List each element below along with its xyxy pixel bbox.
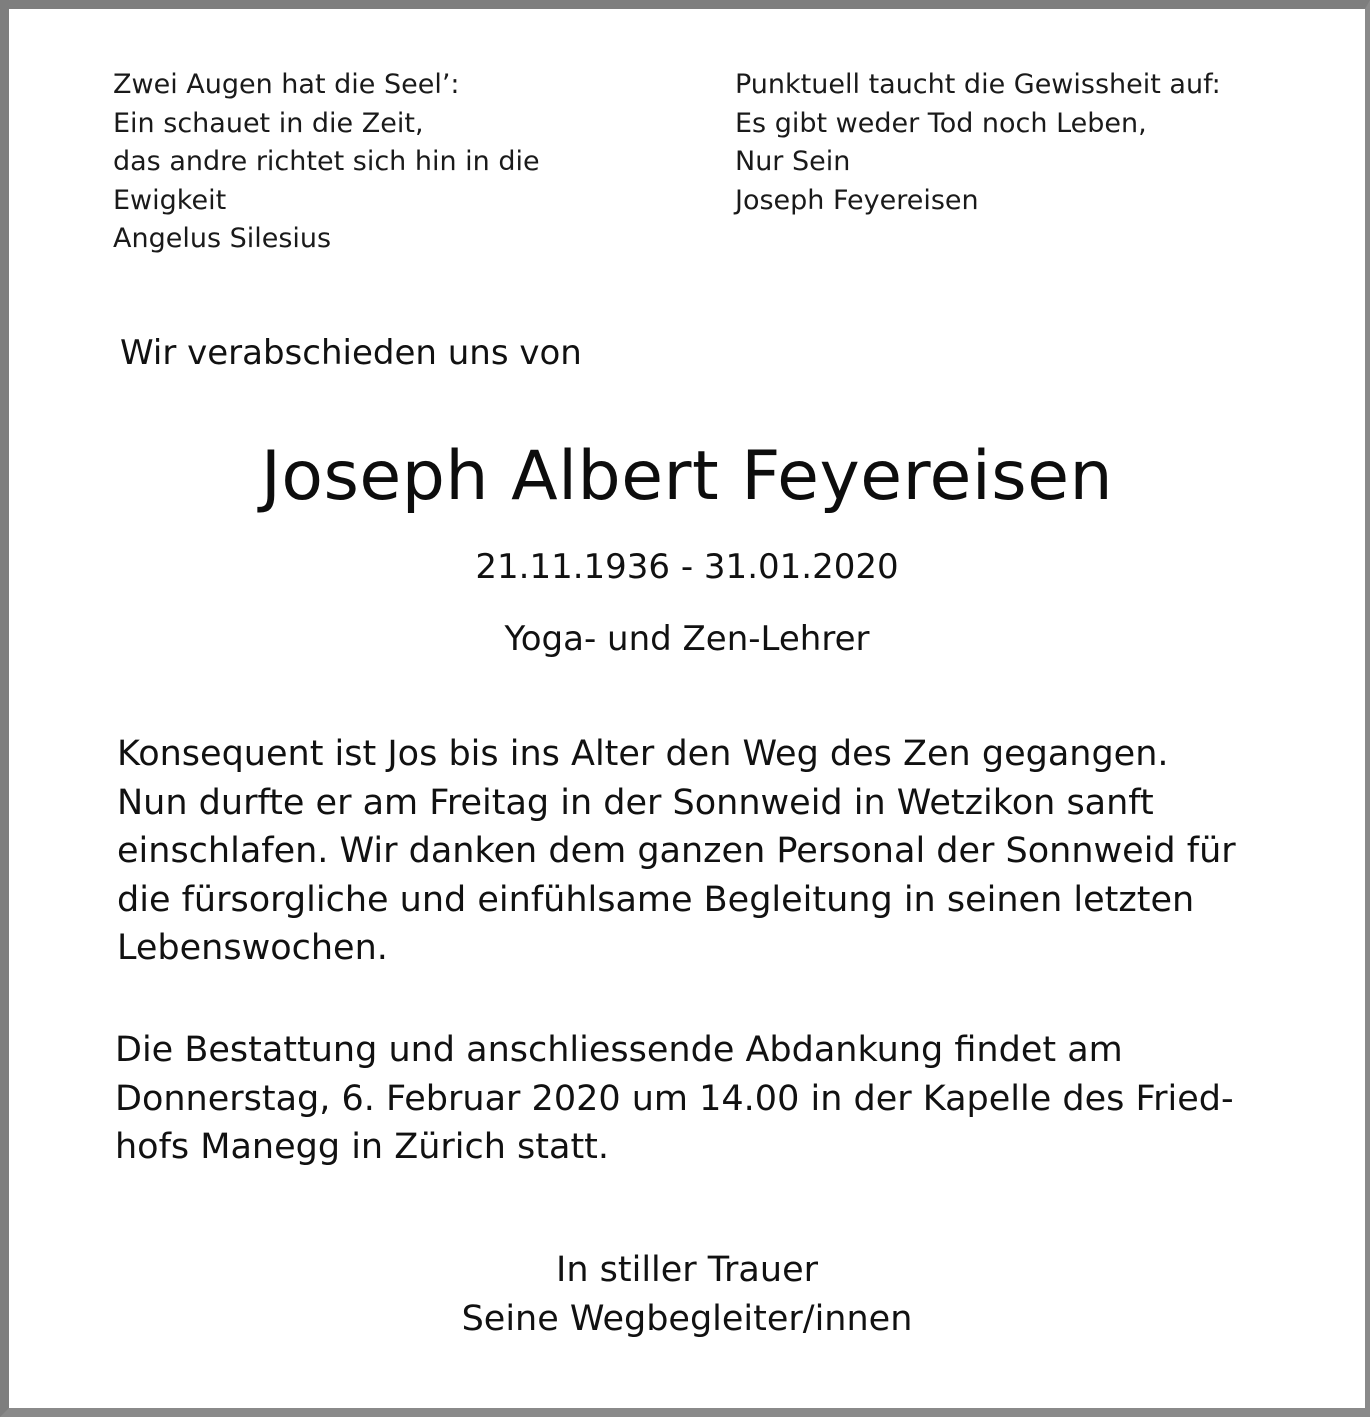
deceased-name: Joseph Albert Feyereisen	[260, 437, 1114, 516]
tribute-paragraph	[117, 730, 1236, 973]
profession: Yoga- und Zen-Lehrer	[504, 619, 870, 659]
funeral-info-paragraph	[115, 1026, 1234, 1172]
paragraph-line: Nun durfte er am Freitag in der Sonnweid in Wetzikon sanft	[117, 782, 1154, 823]
paragraph-line: Donnerstag, 6. Februar 2020 um 14.00 in der Kapelle des Fried-	[115, 1078, 1234, 1119]
paragraph-line: Konsequent ist Jos bis ins Alter den Weg des Zen gegangen.	[117, 734, 1169, 774]
quote-angelus-silesius	[113, 66, 540, 259]
paragraph-line: Die Bestattung und anschliessende Abdankung findet am	[115, 1030, 1123, 1070]
quote-line: das andre richtet sich hin in die	[113, 146, 540, 177]
life-dates: 21.11.1936 - 31.01.2020	[475, 547, 899, 587]
paragraph-line: einschlafen. Wir danken dem ganzen Personal der Sonnweid für	[117, 831, 1236, 871]
quote-joseph-feyereisen	[735, 66, 1221, 220]
quote-author: Angelus Silesius	[113, 223, 332, 254]
paragraph-line: Lebenswochen.	[117, 928, 388, 968]
quote-line: Punktuell taucht die Gewissheit auf:	[735, 69, 1221, 100]
quote-line: Nur Sein	[735, 146, 851, 177]
quote-line: Es gibt weder Tod noch Leben,	[735, 107, 1147, 139]
paragraph-line: hofs Manegg in Zürich statt.	[115, 1127, 610, 1167]
closing-signature	[9, 1246, 1365, 1344]
quote-line: Ein schauet in die Zeit,	[113, 107, 424, 139]
quote-author: Joseph Feyereisen	[735, 184, 979, 216]
paragraph-line: die fürsorgliche und einfühlsame Begleitung in seinen letzten	[117, 879, 1195, 920]
closing-line: In stiller Trauer	[556, 1250, 818, 1290]
closing-signatories: Seine Wegbegleiter/innen	[461, 1299, 913, 1339]
intro-text: Wir verabschieden uns von	[120, 333, 582, 373]
quote-line: Zwei Augen hat die Seel’:	[113, 69, 460, 100]
quote-line: Ewigkeit	[113, 184, 227, 216]
